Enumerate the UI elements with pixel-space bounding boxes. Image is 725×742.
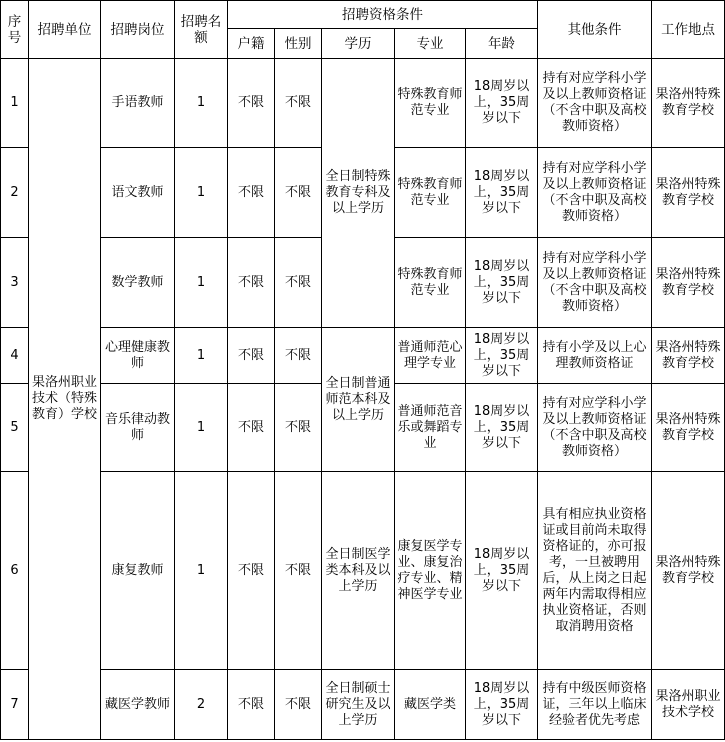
header-major: 专业 <box>395 29 466 59</box>
row-position: 音乐律动教师 <box>101 384 175 472</box>
row-seq: 4 <box>1 328 29 384</box>
header-gender: 性别 <box>275 29 322 59</box>
row-huji: 不限 <box>228 384 275 472</box>
row-huji: 不限 <box>228 59 275 148</box>
row-major: 普通师范心理学专业 <box>395 328 466 384</box>
row-age: 18周岁以上，35周岁以下 <box>466 472 538 670</box>
row-location: 果洛州特殊教育学校 <box>652 148 725 238</box>
row-location: 果洛州特殊教育学校 <box>652 59 725 148</box>
unit-name: 果洛州职业技术（特殊教育）学校 <box>29 59 101 740</box>
row-other: 持有对应学科小学及以上教师资格证（不含中职及高校教师资格） <box>538 148 652 238</box>
row-huji: 不限 <box>228 148 275 238</box>
header-other: 其他条件 <box>538 1 652 59</box>
header-education: 学历 <box>322 29 395 59</box>
row-position: 康复教师 <box>101 472 175 670</box>
row-major: 藏医学类 <box>395 670 466 740</box>
header-huji: 户籍 <box>228 29 275 59</box>
row-gender: 不限 <box>275 384 322 472</box>
table-row <box>1 59 725 148</box>
row-age: 18周岁以上，35周岁以下 <box>466 384 538 472</box>
education-group-graduate: 全日制硕士研究生及以上学历 <box>322 670 395 740</box>
row-gender: 不限 <box>275 59 322 148</box>
row-quota: 2 <box>175 670 228 740</box>
row-age: 18周岁以上，35周岁以下 <box>466 148 538 238</box>
table-row <box>1 472 725 670</box>
row-gender: 不限 <box>275 328 322 384</box>
row-quota: 1 <box>175 59 228 148</box>
row-location: 果洛州职业技术学校 <box>652 670 725 740</box>
row-position: 藏医学教师 <box>101 670 175 740</box>
row-major: 特殊教育师范专业 <box>395 59 466 148</box>
header-unit: 招聘单位 <box>29 1 101 59</box>
header-quota: 招聘名额 <box>175 1 228 59</box>
row-age: 18周岁以上，35周岁以下 <box>466 670 538 740</box>
row-other: 持有对应学科小学及以上教师资格证（不含中职及高校教师资格） <box>538 238 652 328</box>
row-major: 特殊教育师范专业 <box>395 148 466 238</box>
header-qualification-group: 招聘资格条件 <box>228 1 538 29</box>
row-seq: 5 <box>1 384 29 472</box>
education-group-special: 全日制特殊教育专科及以上学历 <box>322 59 395 328</box>
education-group-medical: 全日制医学类本科及以上学历 <box>322 472 395 670</box>
header-age: 年龄 <box>466 29 538 59</box>
row-quota: 1 <box>175 148 228 238</box>
row-gender: 不限 <box>275 148 322 238</box>
row-seq: 7 <box>1 670 29 740</box>
row-gender: 不限 <box>275 238 322 328</box>
row-seq: 6 <box>1 472 29 670</box>
row-quota: 1 <box>175 384 228 472</box>
row-location: 果洛州特殊教育学校 <box>652 472 725 670</box>
education-group-normal: 全日制普通师范本科及以上学历 <box>322 328 395 472</box>
row-huji: 不限 <box>228 238 275 328</box>
row-gender: 不限 <box>275 670 322 740</box>
row-quota: 1 <box>175 238 228 328</box>
header-position: 招聘岗位 <box>101 1 175 59</box>
row-other: 持有对应学科小学及以上教师资格证（不含中职及高校教师资格） <box>538 384 652 472</box>
row-position: 语文教师 <box>101 148 175 238</box>
row-age: 18周岁以上，35周岁以下 <box>466 328 538 384</box>
row-quota: 1 <box>175 328 228 384</box>
row-other: 具有相应执业资格证或目前尚未取得资格证的，亦可报考，一旦被聘用后，从上岗之日起两年内需取得相应执业资格证，否则取消聘用资格 <box>538 472 652 670</box>
row-huji: 不限 <box>228 472 275 670</box>
row-other: 持有中级医师资格证，三年以上临床经验者优先考虑 <box>538 670 652 740</box>
table-row <box>1 670 725 740</box>
row-huji: 不限 <box>228 670 275 740</box>
header-seq: 序号 <box>1 1 29 59</box>
row-seq: 2 <box>1 148 29 238</box>
row-age: 18周岁以上，35周岁以下 <box>466 59 538 148</box>
row-seq: 3 <box>1 238 29 328</box>
row-age: 18周岁以上，35周岁以下 <box>466 238 538 328</box>
row-position: 手语教师 <box>101 59 175 148</box>
row-other: 持有对应学科小学及以上教师资格证（不含中职及高校教师资格） <box>538 59 652 148</box>
row-major: 特殊教育师范专业 <box>395 238 466 328</box>
row-major: 普通师范音乐或舞蹈专业 <box>395 384 466 472</box>
row-major: 康复医学专业、康复治疗专业、精神医学专业 <box>395 472 466 670</box>
header-row-1 <box>1 1 725 29</box>
table-row <box>1 328 725 384</box>
header-location: 工作地点 <box>652 1 725 59</box>
row-location: 果洛州特殊教育学校 <box>652 238 725 328</box>
row-huji: 不限 <box>228 328 275 384</box>
row-other: 持有小学及以上心理教师资格证 <box>538 328 652 384</box>
row-position: 数学教师 <box>101 238 175 328</box>
row-location: 果洛州特殊教育学校 <box>652 384 725 472</box>
row-gender: 不限 <box>275 472 322 670</box>
row-quota: 1 <box>175 472 228 670</box>
row-seq: 1 <box>1 59 29 148</box>
row-position: 心理健康教师 <box>101 328 175 384</box>
row-location: 果洛州特殊教育学校 <box>652 328 725 384</box>
